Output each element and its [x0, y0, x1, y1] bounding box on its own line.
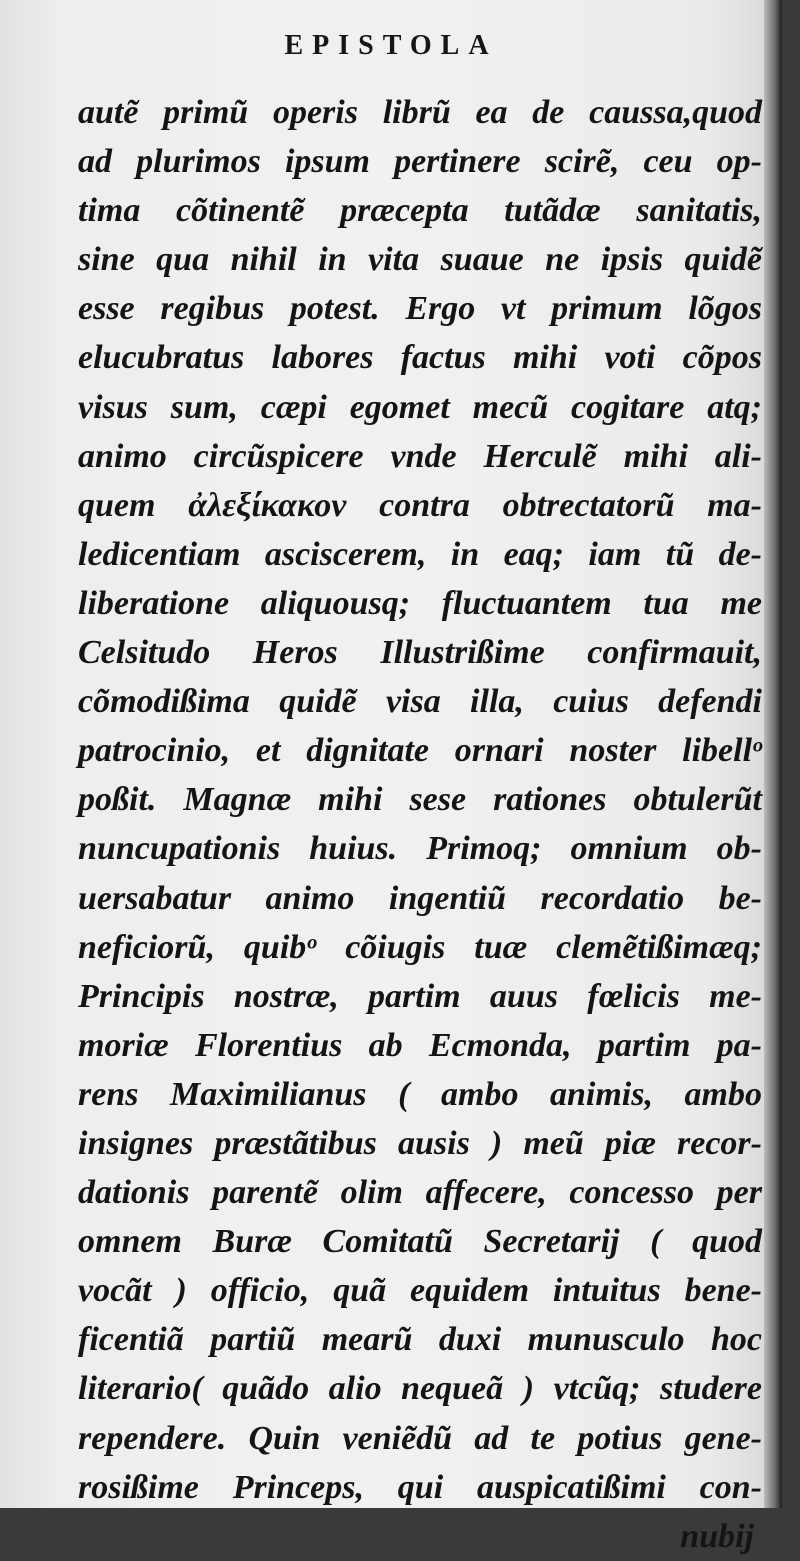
text-line: quem ἀλεξίκακον contra obtrectatorũ ma- [78, 486, 762, 524]
catchword: nubij [680, 1517, 754, 1555]
text-line: ad plurimos ipsum pertinere scirẽ, ceu op- [78, 143, 762, 181]
text-line: esse regibus potest. Ergo vt primum lõgos [78, 290, 762, 328]
text-line: ficentiã partiũ mearũ duxi munusculo hoc [78, 1321, 762, 1359]
text-line: tima cõtinentẽ præcepta tutãdæ sanitatis, [78, 192, 762, 230]
body-text [78, 88, 762, 1561]
text-line: visus sum, cæpi egomet mecũ cogitare atq; [78, 388, 762, 426]
text-line: autẽ primũ operis librũ ea de caussa,quod [78, 94, 762, 131]
text-line: elucubratus labores factus mihi voti cõpos [78, 339, 762, 377]
text-line: vocãt ) officio, quã equidem intuitus bene- [78, 1272, 762, 1310]
text-line: omnem Buræ Comitatũ Secretarij ( quod [78, 1223, 762, 1261]
text-line: rependere. Quin veniẽdũ ad te potius gene- [78, 1419, 762, 1457]
text-line: moriæ Florentius ab Ecmonda, partim pa- [78, 1026, 762, 1064]
text-line: cõmodißima quidẽ visa illa, cuius defendi [78, 683, 762, 721]
text-line: animo circũspicere vnde Herculẽ mihi ali- [78, 437, 762, 475]
text-line: nuncupationis huius. Primoq; omnium ob- [78, 830, 762, 868]
page-header: EPISTOLA [284, 30, 498, 61]
text-line: sine qua nihil in vita suaue ne ipsis quidẽ [78, 241, 762, 279]
text-line: patrocinio, et dignitate ornari noster libellᵒ [78, 732, 762, 770]
text-line: poßit. Magnæ mihi sese rationes obtulerũt [78, 781, 762, 819]
text-line: uersabatur animo ingentiũ recordatio be- [78, 879, 762, 917]
text-line: rosißime Princeps, qui auspicatißimi con- [78, 1468, 762, 1506]
text-line: literario( quãdo alio nequeã ) vtcũq; studere [78, 1370, 762, 1408]
page-edge-shadow [764, 0, 782, 1508]
text-line: ledicentiam asciscerem, in eaq; iam tũ de- [78, 535, 762, 573]
text-line: insignes præstãtibus ausis ) meũ piæ recor- [78, 1124, 762, 1162]
text-line: liberatione aliquousq; fluctuantem tua me [78, 584, 762, 622]
text-line: dationis parentẽ olim affecere, concesso per [78, 1174, 762, 1212]
text-line: Celsitudo Heros Illustrißime confirmauit, [78, 634, 762, 672]
text-line: rens Maximilianus ( ambo animis, ambo [78, 1075, 762, 1113]
text-line: neficiorũ, quibᵒ cõiugis tuæ clemẽtißimæq; [78, 928, 762, 966]
text-line: Principis nostræ, partim auus fœlicis me- [78, 977, 762, 1015]
